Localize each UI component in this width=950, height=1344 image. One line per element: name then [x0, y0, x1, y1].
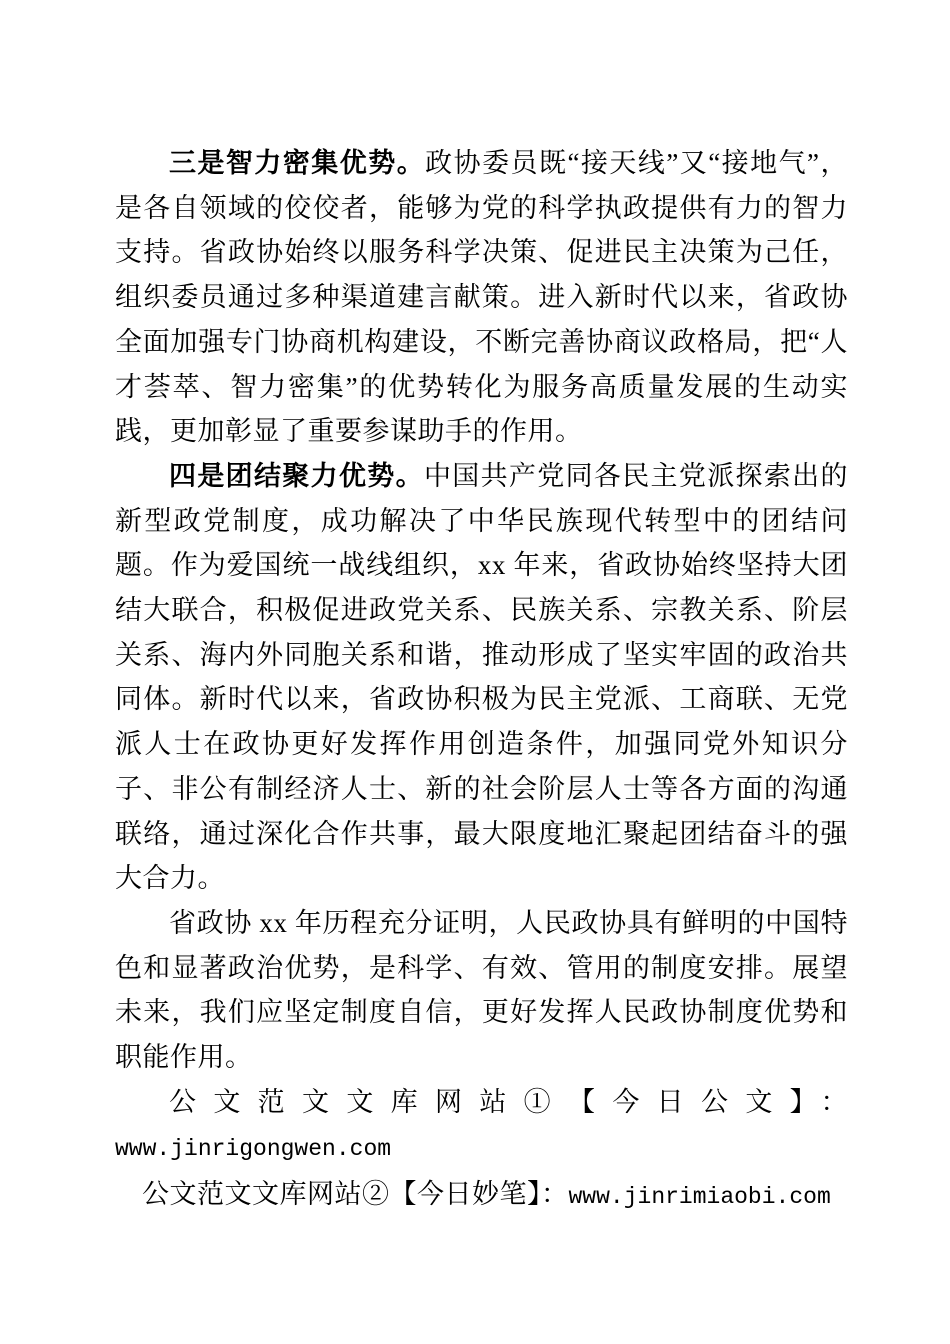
footer-site1-label: 公文范文文库网站①【今日公文】：	[169, 1086, 848, 1117]
paragraph-body-text: 中国共产党同各民主党派探索出的新型政党制度，成功解决了中华民族现代转型中的团结问题。作为爱国统一战线组织，xx 年来，省政协始终坚持大团结大联合，积极促进政党关系、民族关系、宗教关系、阶层关系、海内外同胞关系和谐，推动形成了坚实牢固的政治共同体。新时代以来，省政协积极为民主党派、工商联、无党派人士在政协更好发挥作用创造条件，加强同党外知识分子、非公有制经济人士、新的社会阶层人士等各方面的沟通联络，通过深化合作共事，最大限度地汇聚起团结奋斗的强大合力。	[115, 460, 849, 894]
footer-site1-url-line	[115, 1124, 848, 1172]
paragraph-conclusion	[115, 901, 848, 1080]
paragraph-lead-bold: 四是团结聚力优势。	[169, 460, 424, 491]
footer-site1-url: www.jinrigongwen.com	[115, 1136, 392, 1163]
footer-site2-line	[115, 1172, 848, 1220]
footer-site2-url: www.jinrimiaobi.com	[568, 1184, 831, 1211]
paragraph-advantage-3	[115, 141, 848, 454]
paragraph-lead-bold: 三是智力密集优势。	[169, 148, 426, 178]
paragraph-body-text: 政协委员既“接天线”又“接地气”，是各自领域的佼佼者，能够为党的科学执政提供有力的智力支持。省政协始终以服务科学决策、促进民主决策为己任，组织委员通过多种渠道建言献策。进入新时代以来，省政协全面加强专门协商机构建设，不断完善协商议政格局，把“人才荟萃、智力密集”的优势转化为服务高质量发展的生动实践，更加彰显了重要参谋助手的作用。	[115, 148, 849, 447]
paragraph-advantage-4	[115, 454, 848, 901]
paragraph-body-text: 省政协 xx 年历程充分证明，人民政协具有鲜明的中国特色和显著政治优势，是科学、有效、管用的制度安排。展望未来，我们应坚定制度自信，更好发挥人民政协制度优势和职能作用。	[115, 907, 848, 1073]
footer-site1-label-line	[115, 1080, 848, 1125]
footer-site2-label: 公文范文文库网站②【今日妙笔】：	[142, 1179, 569, 1210]
